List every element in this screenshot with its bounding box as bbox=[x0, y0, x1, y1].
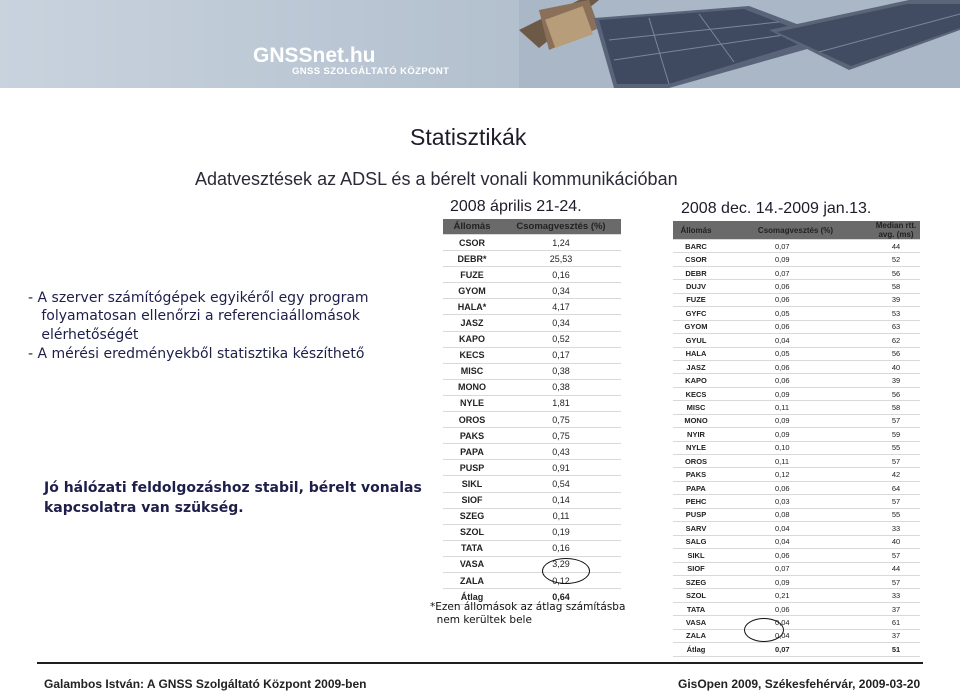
table-row bbox=[673, 320, 920, 333]
value-cell: 0,07 bbox=[719, 562, 872, 575]
station-cell: FUZE bbox=[673, 293, 719, 306]
bullet-line: - A szerver számítógépek egyikéről egy program bbox=[28, 290, 369, 306]
value-cell: 0,43 bbox=[501, 444, 621, 460]
value-cell: 0,05 bbox=[719, 307, 872, 320]
column-header: Csomagvesztés (%) bbox=[501, 219, 621, 235]
table-row bbox=[673, 414, 920, 427]
table-row bbox=[673, 481, 920, 494]
value-cell: 1,24 bbox=[501, 235, 621, 251]
bullet-line: folyamatosan ellenőrzi a referenciaállomások bbox=[36, 308, 360, 324]
station-cell: SZEG bbox=[443, 508, 501, 524]
value-cell: 44 bbox=[872, 562, 920, 575]
value-cell: 42 bbox=[872, 468, 920, 481]
table-row bbox=[673, 387, 920, 400]
table-header-row bbox=[673, 221, 920, 240]
station-cell: GYOM bbox=[673, 320, 719, 333]
value-cell: 57 bbox=[872, 575, 920, 588]
value-cell: 0,06 bbox=[719, 481, 872, 494]
value-cell: 53 bbox=[872, 307, 920, 320]
value-cell: 0,17 bbox=[501, 347, 621, 363]
station-cell: NYLE bbox=[673, 441, 719, 454]
table-row bbox=[443, 283, 621, 299]
station-cell: MISC bbox=[443, 363, 501, 379]
value-cell: 0,12 bbox=[719, 468, 872, 481]
footnote bbox=[430, 601, 625, 627]
station-cell: SZEG bbox=[673, 575, 719, 588]
value-cell: 57 bbox=[872, 414, 920, 427]
logo-main: GNSSnet.hu bbox=[253, 44, 376, 67]
value-cell: 0,38 bbox=[501, 379, 621, 395]
table-row bbox=[443, 267, 621, 283]
value-cell: 40 bbox=[872, 535, 920, 548]
station-cell: DUJV bbox=[673, 280, 719, 293]
table-row bbox=[443, 315, 621, 331]
station-cell: PUSP bbox=[443, 460, 501, 476]
value-cell: 39 bbox=[872, 293, 920, 306]
station-cell: BARC bbox=[673, 240, 719, 253]
average-label: Átlag bbox=[443, 589, 501, 605]
value-cell: 0,04 bbox=[719, 535, 872, 548]
station-cell: PAPA bbox=[443, 444, 501, 460]
value-cell: 0,19 bbox=[501, 524, 621, 540]
table-row bbox=[673, 602, 920, 615]
station-cell: SIOF bbox=[443, 492, 501, 508]
station-cell: SZOL bbox=[673, 589, 719, 602]
station-cell: MISC bbox=[673, 401, 719, 414]
value-cell: 44 bbox=[872, 240, 920, 253]
average-row bbox=[673, 643, 920, 656]
value-cell: 0,04 bbox=[719, 629, 872, 642]
value-cell: 0,52 bbox=[501, 331, 621, 347]
period-label-1: 2008 április 21-24. bbox=[450, 198, 582, 215]
table-row bbox=[443, 572, 621, 588]
value-cell: 37 bbox=[872, 602, 920, 615]
value-cell: 0,04 bbox=[719, 334, 872, 347]
value-cell: 40 bbox=[872, 360, 920, 373]
average-highlight-circle bbox=[542, 558, 590, 584]
station-cell: NYLE bbox=[443, 395, 501, 411]
column-header: Csomagvesztés (%) bbox=[719, 221, 872, 240]
table-row bbox=[673, 401, 920, 414]
station-cell: HALA* bbox=[443, 299, 501, 315]
footnote-line: *Ezen állomások az átlag számításba bbox=[430, 601, 626, 613]
table-row bbox=[673, 266, 920, 279]
table-row bbox=[443, 492, 621, 508]
average-highlight-circle bbox=[744, 618, 784, 642]
footer-right: GisOpen 2009, Székesfehérvár, 2009-03-20 bbox=[678, 677, 921, 691]
average-value: 51 bbox=[872, 643, 920, 656]
station-cell: SIOF bbox=[673, 562, 719, 575]
table-row bbox=[673, 240, 920, 253]
table-row bbox=[443, 363, 621, 379]
value-cell: 33 bbox=[872, 522, 920, 535]
column-header: Állomás bbox=[673, 221, 719, 240]
table-row bbox=[443, 556, 621, 572]
station-cell: JASZ bbox=[443, 315, 501, 331]
footnote-line: nem kerültek bele bbox=[433, 614, 532, 626]
value-cell: 0,09 bbox=[719, 387, 872, 400]
station-cell: NYIR bbox=[673, 428, 719, 441]
station-cell: KECS bbox=[673, 387, 719, 400]
value-cell: 0,06 bbox=[719, 280, 872, 293]
value-cell: 0,16 bbox=[501, 267, 621, 283]
table-header-row bbox=[443, 219, 621, 235]
value-cell: 0,11 bbox=[501, 508, 621, 524]
station-cell: ZALA bbox=[443, 572, 501, 588]
value-cell: 39 bbox=[872, 374, 920, 387]
station-cell: MONO bbox=[443, 379, 501, 395]
value-cell: 56 bbox=[872, 266, 920, 279]
station-cell: KECS bbox=[443, 347, 501, 363]
value-cell: 0,04 bbox=[719, 616, 872, 629]
value-cell: 58 bbox=[872, 401, 920, 414]
table-row bbox=[673, 347, 920, 360]
table-row bbox=[673, 616, 920, 629]
station-cell: HALA bbox=[673, 347, 719, 360]
value-cell: 0,06 bbox=[719, 360, 872, 373]
table-row bbox=[673, 535, 920, 548]
value-cell: 62 bbox=[872, 334, 920, 347]
logo-sub: GNSS SZOLGÁLTATÓ KÖZPONT bbox=[292, 66, 450, 77]
footer-divider bbox=[37, 662, 923, 664]
bullet-line: - A mérési eredményekből statisztika készíthető bbox=[28, 346, 365, 362]
table-row bbox=[673, 253, 920, 266]
value-cell: 0,06 bbox=[719, 293, 872, 306]
value-cell: 3,29 bbox=[501, 556, 621, 572]
value-cell: 4,17 bbox=[501, 299, 621, 315]
station-cell: SZOL bbox=[443, 524, 501, 540]
table-row bbox=[443, 476, 621, 492]
value-cell: 0,91 bbox=[501, 460, 621, 476]
note-line: Jó hálózati feldolgozáshoz stabil, bérelt vonalas bbox=[44, 480, 422, 496]
value-cell: 59 bbox=[872, 428, 920, 441]
value-cell: 0,09 bbox=[719, 253, 872, 266]
value-cell: 0,14 bbox=[501, 492, 621, 508]
value-cell: 52 bbox=[872, 253, 920, 266]
station-cell: GYFC bbox=[673, 307, 719, 320]
station-cell: PAKS bbox=[673, 468, 719, 481]
table-row bbox=[673, 495, 920, 508]
station-cell: TATA bbox=[443, 540, 501, 556]
table-row bbox=[673, 589, 920, 602]
value-cell: 0,09 bbox=[719, 428, 872, 441]
station-cell: VASA bbox=[673, 616, 719, 629]
bullet-line: elérhetőségét bbox=[36, 327, 139, 343]
loss-table-2009 bbox=[673, 221, 920, 657]
footer-left: Galambos István: A GNSS Szolgáltató Központ 2009-ben bbox=[44, 677, 367, 691]
value-cell: 0,05 bbox=[719, 347, 872, 360]
station-cell: SIKL bbox=[673, 549, 719, 562]
value-cell: 0,11 bbox=[719, 455, 872, 468]
value-cell: 0,03 bbox=[719, 495, 872, 508]
table-row bbox=[673, 428, 920, 441]
value-cell: 0,75 bbox=[501, 412, 621, 428]
value-cell: 55 bbox=[872, 441, 920, 454]
average-label: Átlag bbox=[673, 643, 719, 656]
note-text bbox=[44, 478, 422, 518]
value-cell: 56 bbox=[872, 387, 920, 400]
value-cell: 0,06 bbox=[719, 549, 872, 562]
station-cell: PUSP bbox=[673, 508, 719, 521]
value-cell: 37 bbox=[872, 629, 920, 642]
table-row bbox=[443, 379, 621, 395]
value-cell: 33 bbox=[872, 589, 920, 602]
value-cell: 0,08 bbox=[719, 508, 872, 521]
table-row bbox=[673, 360, 920, 373]
station-cell: TATA bbox=[673, 602, 719, 615]
table-row bbox=[443, 540, 621, 556]
value-cell: 0,09 bbox=[719, 414, 872, 427]
station-cell: FUZE bbox=[443, 267, 501, 283]
station-cell: GYOM bbox=[443, 283, 501, 299]
page-title: Statisztikák bbox=[410, 124, 527, 150]
value-cell: 0,09 bbox=[719, 575, 872, 588]
table-row bbox=[443, 299, 621, 315]
station-cell: KAPO bbox=[443, 331, 501, 347]
station-cell: GYUL bbox=[673, 334, 719, 347]
value-cell: 0,06 bbox=[719, 602, 872, 615]
table-row bbox=[673, 629, 920, 642]
station-cell: ZALA bbox=[673, 629, 719, 642]
table-row bbox=[673, 508, 920, 521]
note-line: kapcsolatra van szükség. bbox=[44, 500, 244, 516]
average-value: 0,07 bbox=[719, 643, 872, 656]
station-cell: JASZ bbox=[673, 360, 719, 373]
value-cell: 57 bbox=[872, 455, 920, 468]
table-row bbox=[443, 395, 621, 411]
column-header: Állomás bbox=[443, 219, 501, 235]
station-cell: PAPA bbox=[673, 481, 719, 494]
table-row bbox=[673, 562, 920, 575]
table-row bbox=[443, 331, 621, 347]
value-cell: 57 bbox=[872, 495, 920, 508]
period-label-2: 2008 dec. 14.-2009 jan.13. bbox=[681, 200, 872, 217]
header-banner bbox=[0, 0, 960, 88]
table-row bbox=[673, 522, 920, 535]
value-cell: 57 bbox=[872, 549, 920, 562]
table-row bbox=[443, 444, 621, 460]
value-cell: 56 bbox=[872, 347, 920, 360]
value-cell: 63 bbox=[872, 320, 920, 333]
table-row bbox=[443, 524, 621, 540]
page-subtitle: Adatvesztések az ADSL és a bérelt vonali kommunikációban bbox=[195, 169, 678, 189]
loss-table-2008 bbox=[443, 219, 621, 605]
station-cell: OROS bbox=[443, 412, 501, 428]
table-row bbox=[673, 575, 920, 588]
value-cell: 0,07 bbox=[719, 266, 872, 279]
value-cell: 0,38 bbox=[501, 363, 621, 379]
table-row bbox=[673, 307, 920, 320]
value-cell: 0,54 bbox=[501, 476, 621, 492]
table-row bbox=[673, 549, 920, 562]
value-cell: 0,06 bbox=[719, 320, 872, 333]
value-cell: 25,53 bbox=[501, 251, 621, 267]
value-cell: 0,11 bbox=[719, 401, 872, 414]
station-cell: DEBR bbox=[673, 266, 719, 279]
station-cell: PAKS bbox=[443, 428, 501, 444]
station-cell: OROS bbox=[673, 455, 719, 468]
value-cell: 0,10 bbox=[719, 441, 872, 454]
value-cell: 0,12 bbox=[501, 572, 621, 588]
station-cell: CSOR bbox=[673, 253, 719, 266]
station-cell: SALG bbox=[673, 535, 719, 548]
value-cell: 0,07 bbox=[719, 240, 872, 253]
value-cell: 64 bbox=[872, 481, 920, 494]
value-cell: 0,75 bbox=[501, 428, 621, 444]
value-cell: 0,21 bbox=[719, 589, 872, 602]
value-cell: 1,81 bbox=[501, 395, 621, 411]
value-cell: 0,34 bbox=[501, 315, 621, 331]
table-row bbox=[443, 251, 621, 267]
table-row bbox=[673, 455, 920, 468]
table-row bbox=[673, 334, 920, 347]
station-cell: KAPO bbox=[673, 374, 719, 387]
table-row bbox=[673, 374, 920, 387]
table-row bbox=[443, 235, 621, 251]
station-cell: CSOR bbox=[443, 235, 501, 251]
station-cell: SARV bbox=[673, 522, 719, 535]
average-value: 0,64 bbox=[501, 589, 621, 605]
table-row bbox=[443, 460, 621, 476]
table-row bbox=[673, 293, 920, 306]
value-cell: 0,04 bbox=[719, 522, 872, 535]
value-cell: 0,16 bbox=[501, 540, 621, 556]
table-row bbox=[443, 412, 621, 428]
station-cell: PEHC bbox=[673, 495, 719, 508]
value-cell: 58 bbox=[872, 280, 920, 293]
table-row bbox=[443, 508, 621, 524]
value-cell: 61 bbox=[872, 616, 920, 629]
table-row bbox=[443, 347, 621, 363]
station-cell: SIKL bbox=[443, 476, 501, 492]
value-cell: 0,06 bbox=[719, 374, 872, 387]
station-cell: VASA bbox=[443, 556, 501, 572]
satellite-solar-panel-image bbox=[519, 0, 960, 88]
table-row bbox=[673, 280, 920, 293]
table-row bbox=[673, 468, 920, 481]
station-cell: DEBR* bbox=[443, 251, 501, 267]
station-cell: MONO bbox=[673, 414, 719, 427]
column-header: Median rtt. avg. (ms) bbox=[872, 221, 920, 240]
table-row bbox=[443, 428, 621, 444]
value-cell: 0,34 bbox=[501, 283, 621, 299]
value-cell: 55 bbox=[872, 508, 920, 521]
table-row bbox=[673, 441, 920, 454]
